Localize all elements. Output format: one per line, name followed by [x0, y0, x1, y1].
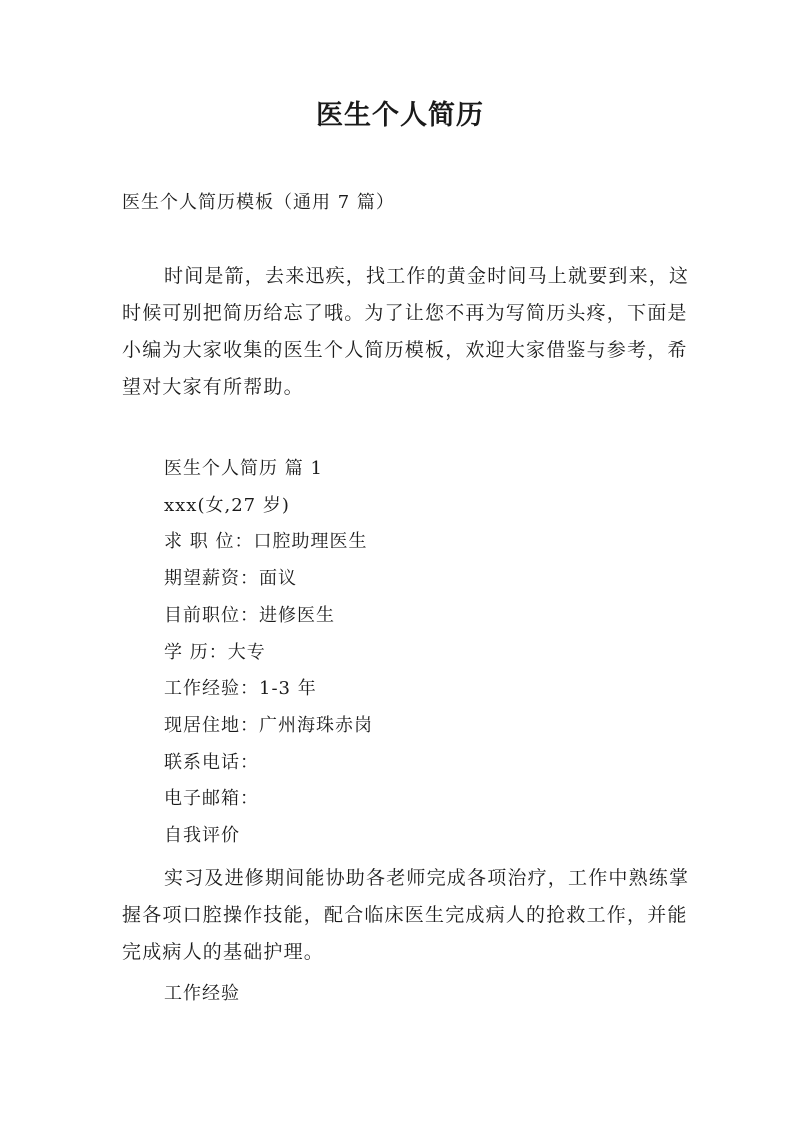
resume-phone: 联系电话：: [164, 751, 259, 773]
resume-heading: 医生个人简历 篇 1: [164, 458, 323, 479]
resume-salary: 期望薪资：面议: [164, 568, 297, 590]
resume-current-position: 目前职位：进修医生: [164, 604, 335, 626]
resume-email: 电子邮箱：: [164, 788, 259, 810]
work-experience-heading: 工作经验: [164, 983, 240, 1004]
resume-position: 求 职 位：口腔助理医生: [164, 531, 368, 553]
resume-education: 学 历：大专: [164, 641, 266, 663]
self-eval-heading: 自我评价: [164, 825, 240, 847]
resume-name-line: xxx(女,27 岁): [164, 494, 290, 516]
resume-residence: 现居住地：广州海珠赤岗: [164, 714, 373, 736]
document-subtitle: 医生个人简历模板（通用 7 篇）: [122, 192, 395, 213]
resume-fields: [164, 451, 373, 855]
resume-experience-years: 工作经验：1-3 年: [164, 678, 317, 700]
intro-paragraph: 时间是箭，去来迅疾，找工作的黄金时间马上就要到来，这时候可别把简历给忘了哦。为了让您不再为写简历头疼，下面是小编为大家收集的医生个人简历模板，欢迎大家借鉴与参考，希望对大家有所帮助。: [122, 265, 690, 398]
self-eval-paragraph: 实习及进修期间能协助各老师完成各项治疗，工作中熟练掌握各项口腔操作技能，配合临床医生完成病人的抢救工作，并能完成病人的基础护理。: [122, 867, 690, 963]
page-title: 医生个人简历: [316, 100, 484, 131]
